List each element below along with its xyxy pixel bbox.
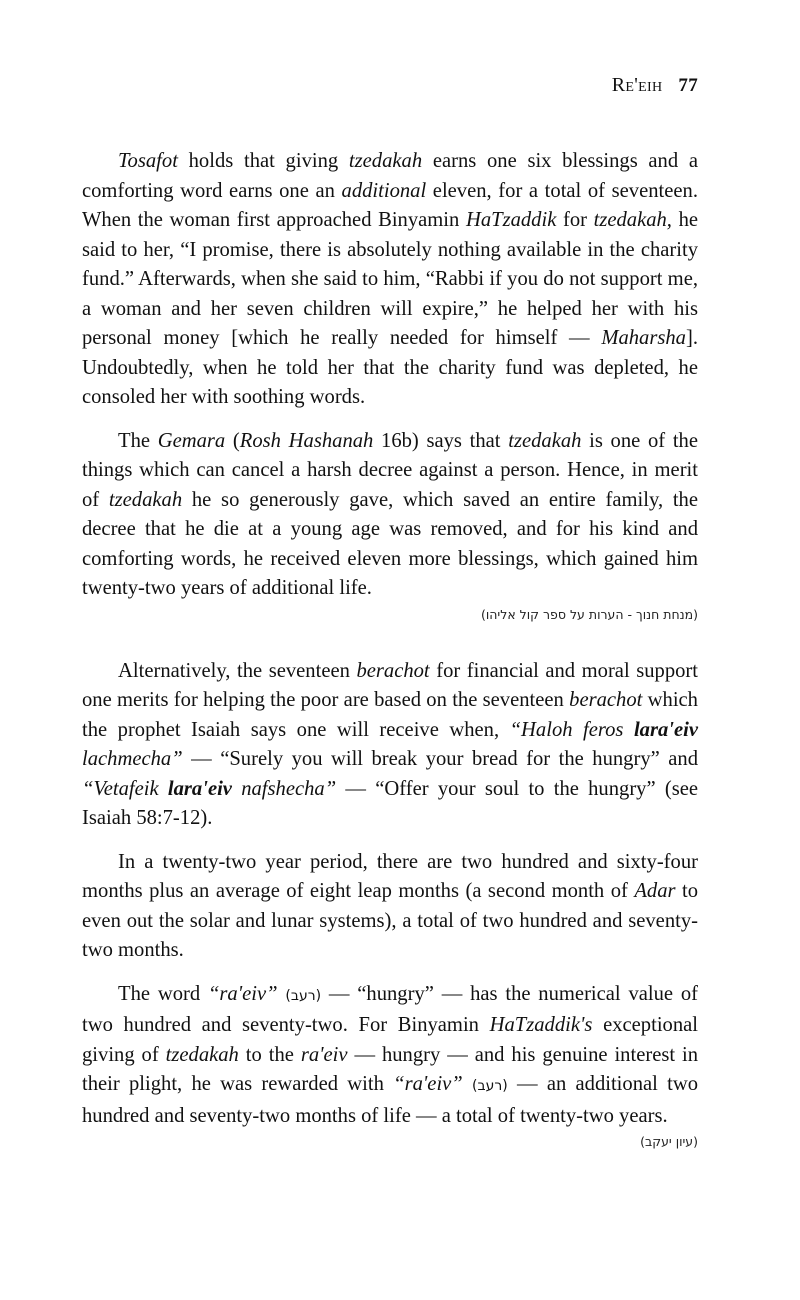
- text-run: In a twenty-two year period, there are two hundred and sixty-four months plus an average of eight leap months (a second month of: [82, 850, 698, 902]
- text-run: eleven, for a total of seventeen. When the woman first approached Binyamin: [82, 179, 698, 231]
- running-head: [612, 74, 698, 97]
- text-run: he so generously gave, which saved an entire family, the decree that he die at a young age was removed, and for his kind and comforting words, he received eleven more blessings, which gained him twenty-two years of additional life.: [82, 488, 698, 599]
- text-run: Alternatively, the seventeen: [118, 659, 357, 682]
- term-rosh-hashanah: Rosh Hashanah: [239, 429, 374, 452]
- text-run: ]. Undoubtedly, when he told her that the charity fund was depleted, he consoled her with soothing words.: [82, 327, 698, 408]
- text-run: — hungry — and his genuine interest in their plight, he was rewarded with: [82, 1043, 699, 1095]
- term-berachot: berachot: [356, 659, 430, 682]
- paragraph-gemara: [82, 427, 698, 604]
- term-adar: Adar: [634, 880, 676, 902]
- text-run: nafshecha”: [231, 777, 337, 800]
- source-citation-iyun-yaakov: (עיון יעקב): [640, 1134, 698, 1149]
- text-run: “Vetafeik: [82, 777, 168, 800]
- page-number: 77: [678, 75, 698, 96]
- chapter-title: Re'eih: [611, 74, 663, 96]
- term-raeiv: “ra'eiv”: [393, 1073, 463, 1095]
- paragraph-alternatively: [82, 657, 698, 834]
- text-run: for financial and moral support one merits for helping the poor are based on the seventeen: [82, 659, 698, 711]
- text-run: earns one six blessings and a comforting word earns one an: [82, 150, 698, 202]
- paragraph-twenty-two-years: [82, 848, 698, 966]
- text-run: — “hungry” — has the numerical value of two hundred and seventy-two. For Binyamin: [82, 982, 699, 1036]
- text-run: he said to her, “I promise, there is absolutely nothing available in the charity fund.” Afterwards, when she said to him, “Rabbi if you do not support me, a woman and her seven children will expire,” he helped her with his personal money [which he really needed for himself —: [82, 209, 699, 349]
- term-tzedakah: tzedakah: [508, 429, 582, 452]
- term-tzedakah: tzedakah: [108, 488, 183, 511]
- hebrew-word-raeiv: (רעב): [472, 1078, 508, 1094]
- text-run: exceptional giving of: [82, 1014, 698, 1066]
- text-run: holds that giving: [177, 150, 349, 172]
- term-laraeiv: lara'eiv: [633, 718, 698, 741]
- paragraph-raeiv: [82, 980, 698, 1132]
- text-run: 16b) says that: [373, 429, 509, 452]
- term-raeiv: ra'eiv: [300, 1043, 348, 1066]
- quote-vetafeik: [82, 778, 336, 800]
- term-tzedakah: tzedakah: [165, 1043, 239, 1066]
- text-run: which the prophet Isaiah says one will receive when,: [82, 689, 698, 741]
- source-citation-minchat-chinuch: (מנחת חנוך - הערות על ספר קול אליהו): [480, 606, 698, 622]
- text-run: The: [118, 429, 158, 452]
- term-tzedakah: tzedakah: [348, 150, 423, 172]
- text-run: to even out the solar and lunar systems), a total of two hundred and seventy-two months.: [82, 880, 699, 961]
- term-hatzaddik: HaTzaddik: [465, 209, 557, 231]
- text-run: is one of the things which can cancel a harsh decree against a person. Hence, in merit of: [82, 429, 698, 511]
- emphasis-additional: additional: [341, 179, 427, 202]
- term-hatzaddiks: HaTzaddik's: [489, 1014, 593, 1036]
- section-gap: [82, 624, 698, 657]
- hebrew-word-raeiv: (רעב): [285, 987, 322, 1004]
- text-run: — “Surely you will break your bread for the hungry” and: [182, 748, 698, 770]
- term-tzedakah: tzedakah,: [593, 209, 672, 231]
- text-run: for: [556, 209, 594, 231]
- text-run: The word: [118, 982, 208, 1005]
- text-run: — “Offer your soul to the hungry” (see Isaiah 58:7-12).: [82, 777, 699, 829]
- term-gemara: Gemara: [157, 429, 226, 452]
- text-run: to the: [238, 1043, 301, 1066]
- text-run: “Haloh feros: [509, 718, 634, 741]
- paragraph-tosafot: [82, 147, 698, 413]
- term-raeiv: “ra'eiv”: [207, 982, 278, 1005]
- text-run: (: [225, 429, 240, 452]
- term-tosafot: Tosafot: [118, 150, 178, 172]
- term-laraeiv: lara'eiv: [167, 777, 232, 800]
- text-run: lachmecha”: [82, 748, 183, 770]
- body-text: [82, 147, 698, 1151]
- text-run: — an additional two hundred and seventy-two months of life — a total of twenty-two years.: [82, 1073, 699, 1127]
- term-berachot: berachot: [569, 689, 643, 711]
- term-maharsha: Maharsha: [601, 327, 686, 349]
